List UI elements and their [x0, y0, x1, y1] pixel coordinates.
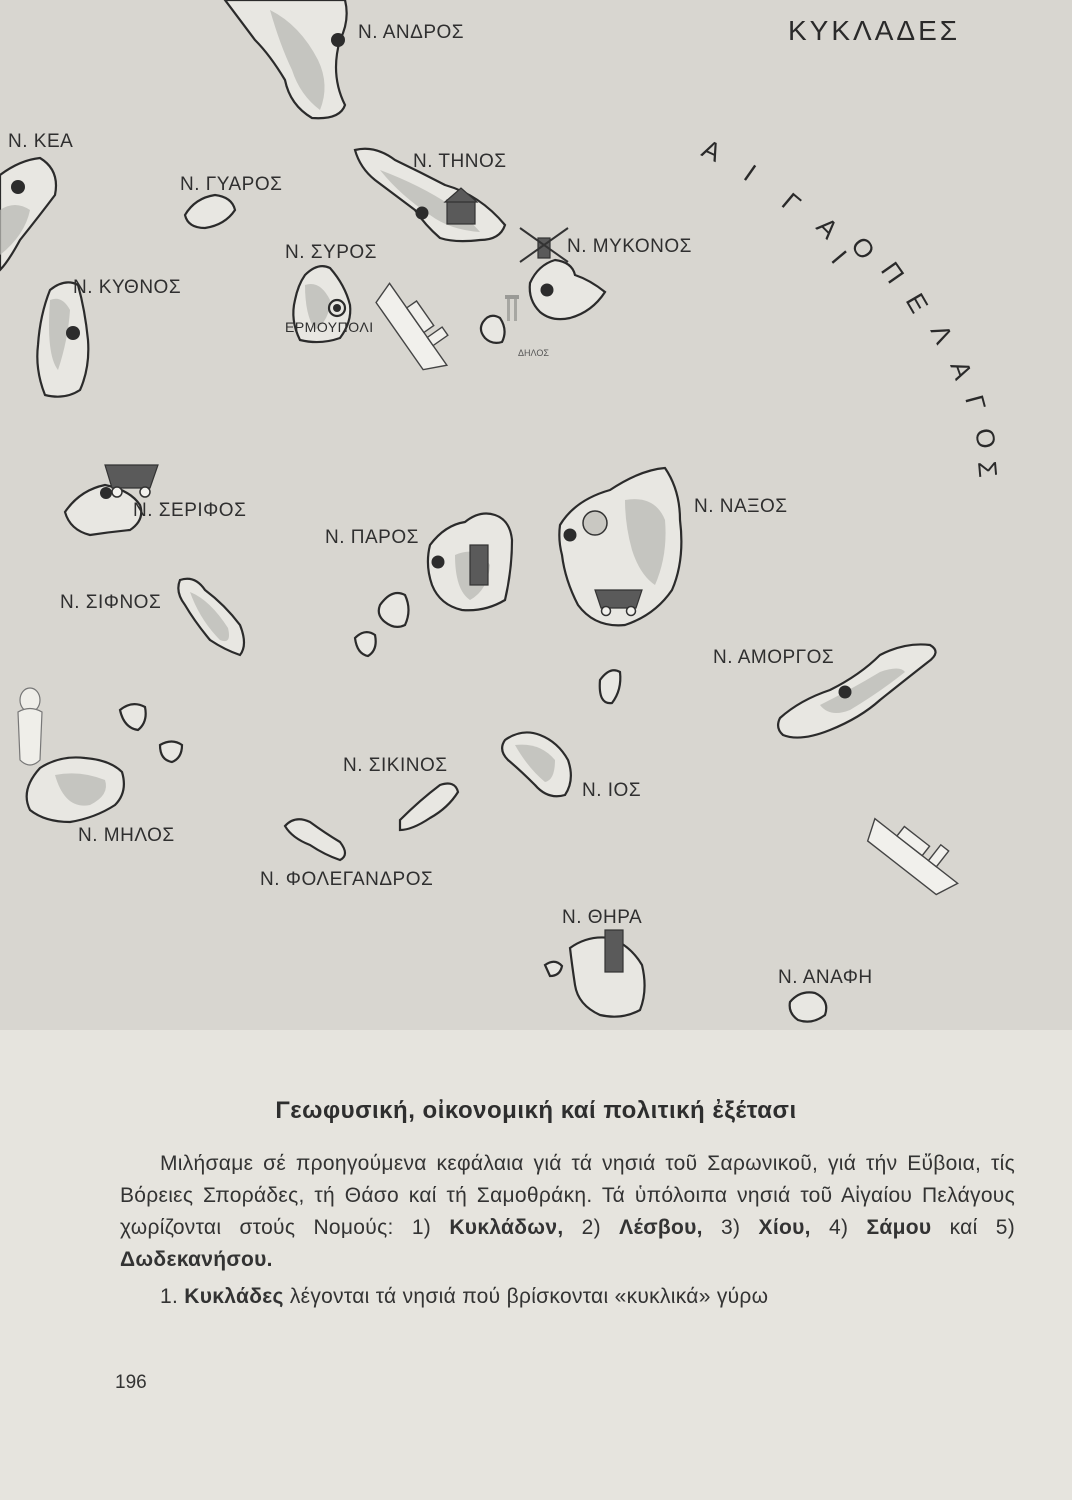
ermoupoli-dot — [333, 304, 341, 312]
label-delos: ΔΗΛΟΣ — [518, 348, 549, 358]
island-milos — [18, 688, 175, 846]
list-number: 2) — [581, 1216, 601, 1239]
label-serifos: Ν. ΣΕΡΙΦΟΣ — [133, 500, 247, 521]
wine-bottle-icon — [470, 545, 488, 585]
label-sikinos: Ν. ΣΙΚΙΝΟΣ — [343, 755, 448, 776]
island-paros — [325, 514, 512, 611]
sea-letter: Π — [875, 256, 911, 289]
sea-letter: Ο — [845, 231, 882, 266]
term-lesvou: Λέσβου, — [619, 1216, 703, 1239]
ship-icon — [861, 803, 970, 901]
sea-letter: Ι — [825, 244, 854, 270]
sea-letter: Λ — [924, 319, 960, 349]
tinos-town-dot — [416, 207, 429, 220]
label-anafi: Ν. ΑΝΑΦΗ — [778, 967, 873, 988]
list-number: 3) — [721, 1216, 741, 1239]
label-mykonos: Ν. ΜΥΚΟΝΟΣ — [567, 236, 692, 257]
label-ios: Ν. ΙΟΣ — [582, 780, 642, 801]
map-title: ΚΥΚΛΑΔΕΣ — [788, 15, 961, 46]
paragraph-text: Μιλήσαμε σέ προηγούμενα κεφάλαια γιά τά νησιά τοῦ Σαρωνικοῦ, γιά τήν Εὔβοια, τίς Βόρειες Σποράδες, τή Θάσο καί τή Σαμοθράκη. Τά ὑπόλοιπα νησιά τοῦ Αἰγαίου Πελάγους χωρίζονται στούς Νομούς: 1) — [120, 1152, 1015, 1239]
islet-small-naxos — [600, 670, 621, 703]
island-kimolos — [120, 704, 182, 762]
venus-statue-icon — [18, 688, 42, 765]
label-tinos: Ν. ΤΗΝΟΣ — [413, 151, 507, 172]
label-sifnos: Ν. ΣΙΦΝΟΣ — [60, 592, 162, 613]
windmill-icon — [520, 228, 568, 262]
label-andros: Ν. ΑΝΔΡΟΣ — [358, 22, 465, 43]
island-anafi — [778, 967, 873, 1022]
kythnos-town-dot — [66, 326, 80, 340]
label-naxos: Ν. ΝΑΞΟΣ — [694, 496, 788, 517]
island-naxos — [559, 468, 787, 625]
sea-letter: Α — [944, 356, 979, 384]
term-kykladon: Κυκλάδων, — [449, 1216, 564, 1239]
island-mykonos — [520, 228, 692, 319]
mykonos-town-dot — [541, 284, 554, 297]
paragraph-intro — [120, 1148, 1015, 1276]
serifos-town-dot — [100, 487, 112, 499]
label-folegandros: Ν. ΦΟΛΕΓΑΝΔΡΟΣ — [260, 869, 434, 890]
amorgos-town-dot — [839, 686, 852, 699]
sea-letter: Ε — [899, 288, 935, 319]
island-sifnos — [60, 579, 244, 655]
term-dodekanisou: Δωδεκανήσου. — [120, 1248, 273, 1271]
island-antiparos — [355, 593, 409, 656]
term-samou: Σάμου — [866, 1216, 932, 1239]
sea-letter: Γ — [959, 391, 992, 414]
sea-letter: Σ — [972, 459, 1004, 479]
sea-letter: Α — [697, 133, 726, 168]
label-syros: Ν. ΣΥΡΟΣ — [285, 242, 377, 263]
kea-town-dot — [11, 180, 25, 194]
sea-letter: Α — [810, 211, 845, 245]
label-paros: Ν. ΠΑΡΟΣ — [325, 527, 419, 548]
island-ios — [502, 732, 641, 801]
paros-town-dot — [432, 556, 445, 569]
label-kea: Ν. ΚΕΑ — [8, 131, 74, 152]
island-sikinos — [343, 755, 458, 830]
sea-name-aegean — [697, 133, 1003, 478]
andros-town-dot — [331, 33, 345, 47]
label-gyaros: Ν. ΓΥΑΡΟΣ — [180, 174, 283, 195]
island-thira — [545, 907, 645, 1017]
list-number: 4) — [829, 1216, 849, 1239]
sea-letter: Ι — [738, 158, 762, 188]
church-icon — [447, 200, 475, 224]
mine-cart-icon — [105, 465, 158, 497]
wine-bottle-icon — [605, 930, 623, 972]
list-connector: καί 5) — [949, 1216, 1016, 1239]
island-tinos — [355, 149, 507, 241]
island-kea — [0, 131, 73, 270]
island-kythnos — [37, 277, 181, 397]
paragraph-cyclades — [120, 1281, 1015, 1313]
island-syros — [285, 242, 377, 342]
island-gyaros — [180, 174, 282, 228]
list-number: 1. — [160, 1285, 179, 1308]
label-kythnos: Ν. ΚΥΘΝΟΣ — [73, 277, 182, 298]
page-number: 196 — [115, 1372, 147, 1393]
term-kyklades: Κυκλάδες — [184, 1285, 284, 1308]
ship-icon — [371, 273, 461, 378]
naxos-town-dot — [564, 529, 577, 542]
label-ermoupoli: ΕΡΜΟΥΠΟΛΙ — [285, 319, 374, 335]
sea-letter: Γ — [776, 186, 807, 219]
temple-ruins-icon — [505, 295, 519, 321]
sea-letter: Ο — [969, 425, 1003, 451]
label-amorgos: Ν. ΑΜΟΡΓΟΣ — [713, 647, 835, 668]
term-chiou: Χίου, — [758, 1216, 811, 1239]
fruit-icon — [583, 511, 607, 535]
label-milos: Ν. ΜΗΛΟΣ — [78, 825, 175, 846]
island-amorgos — [713, 644, 936, 737]
label-thira: Ν. ΘΗΡΑ — [562, 907, 643, 928]
island-andros — [225, 0, 464, 118]
island-serifos — [65, 465, 246, 535]
paragraph-text: λέγονται τά νησιά πού βρίσκονται «κυκλικά» γύρω — [289, 1285, 769, 1308]
section-heading: Γεωφυσική, οἰκονομική καί πολιτική ἐξέτασι — [275, 1097, 797, 1124]
